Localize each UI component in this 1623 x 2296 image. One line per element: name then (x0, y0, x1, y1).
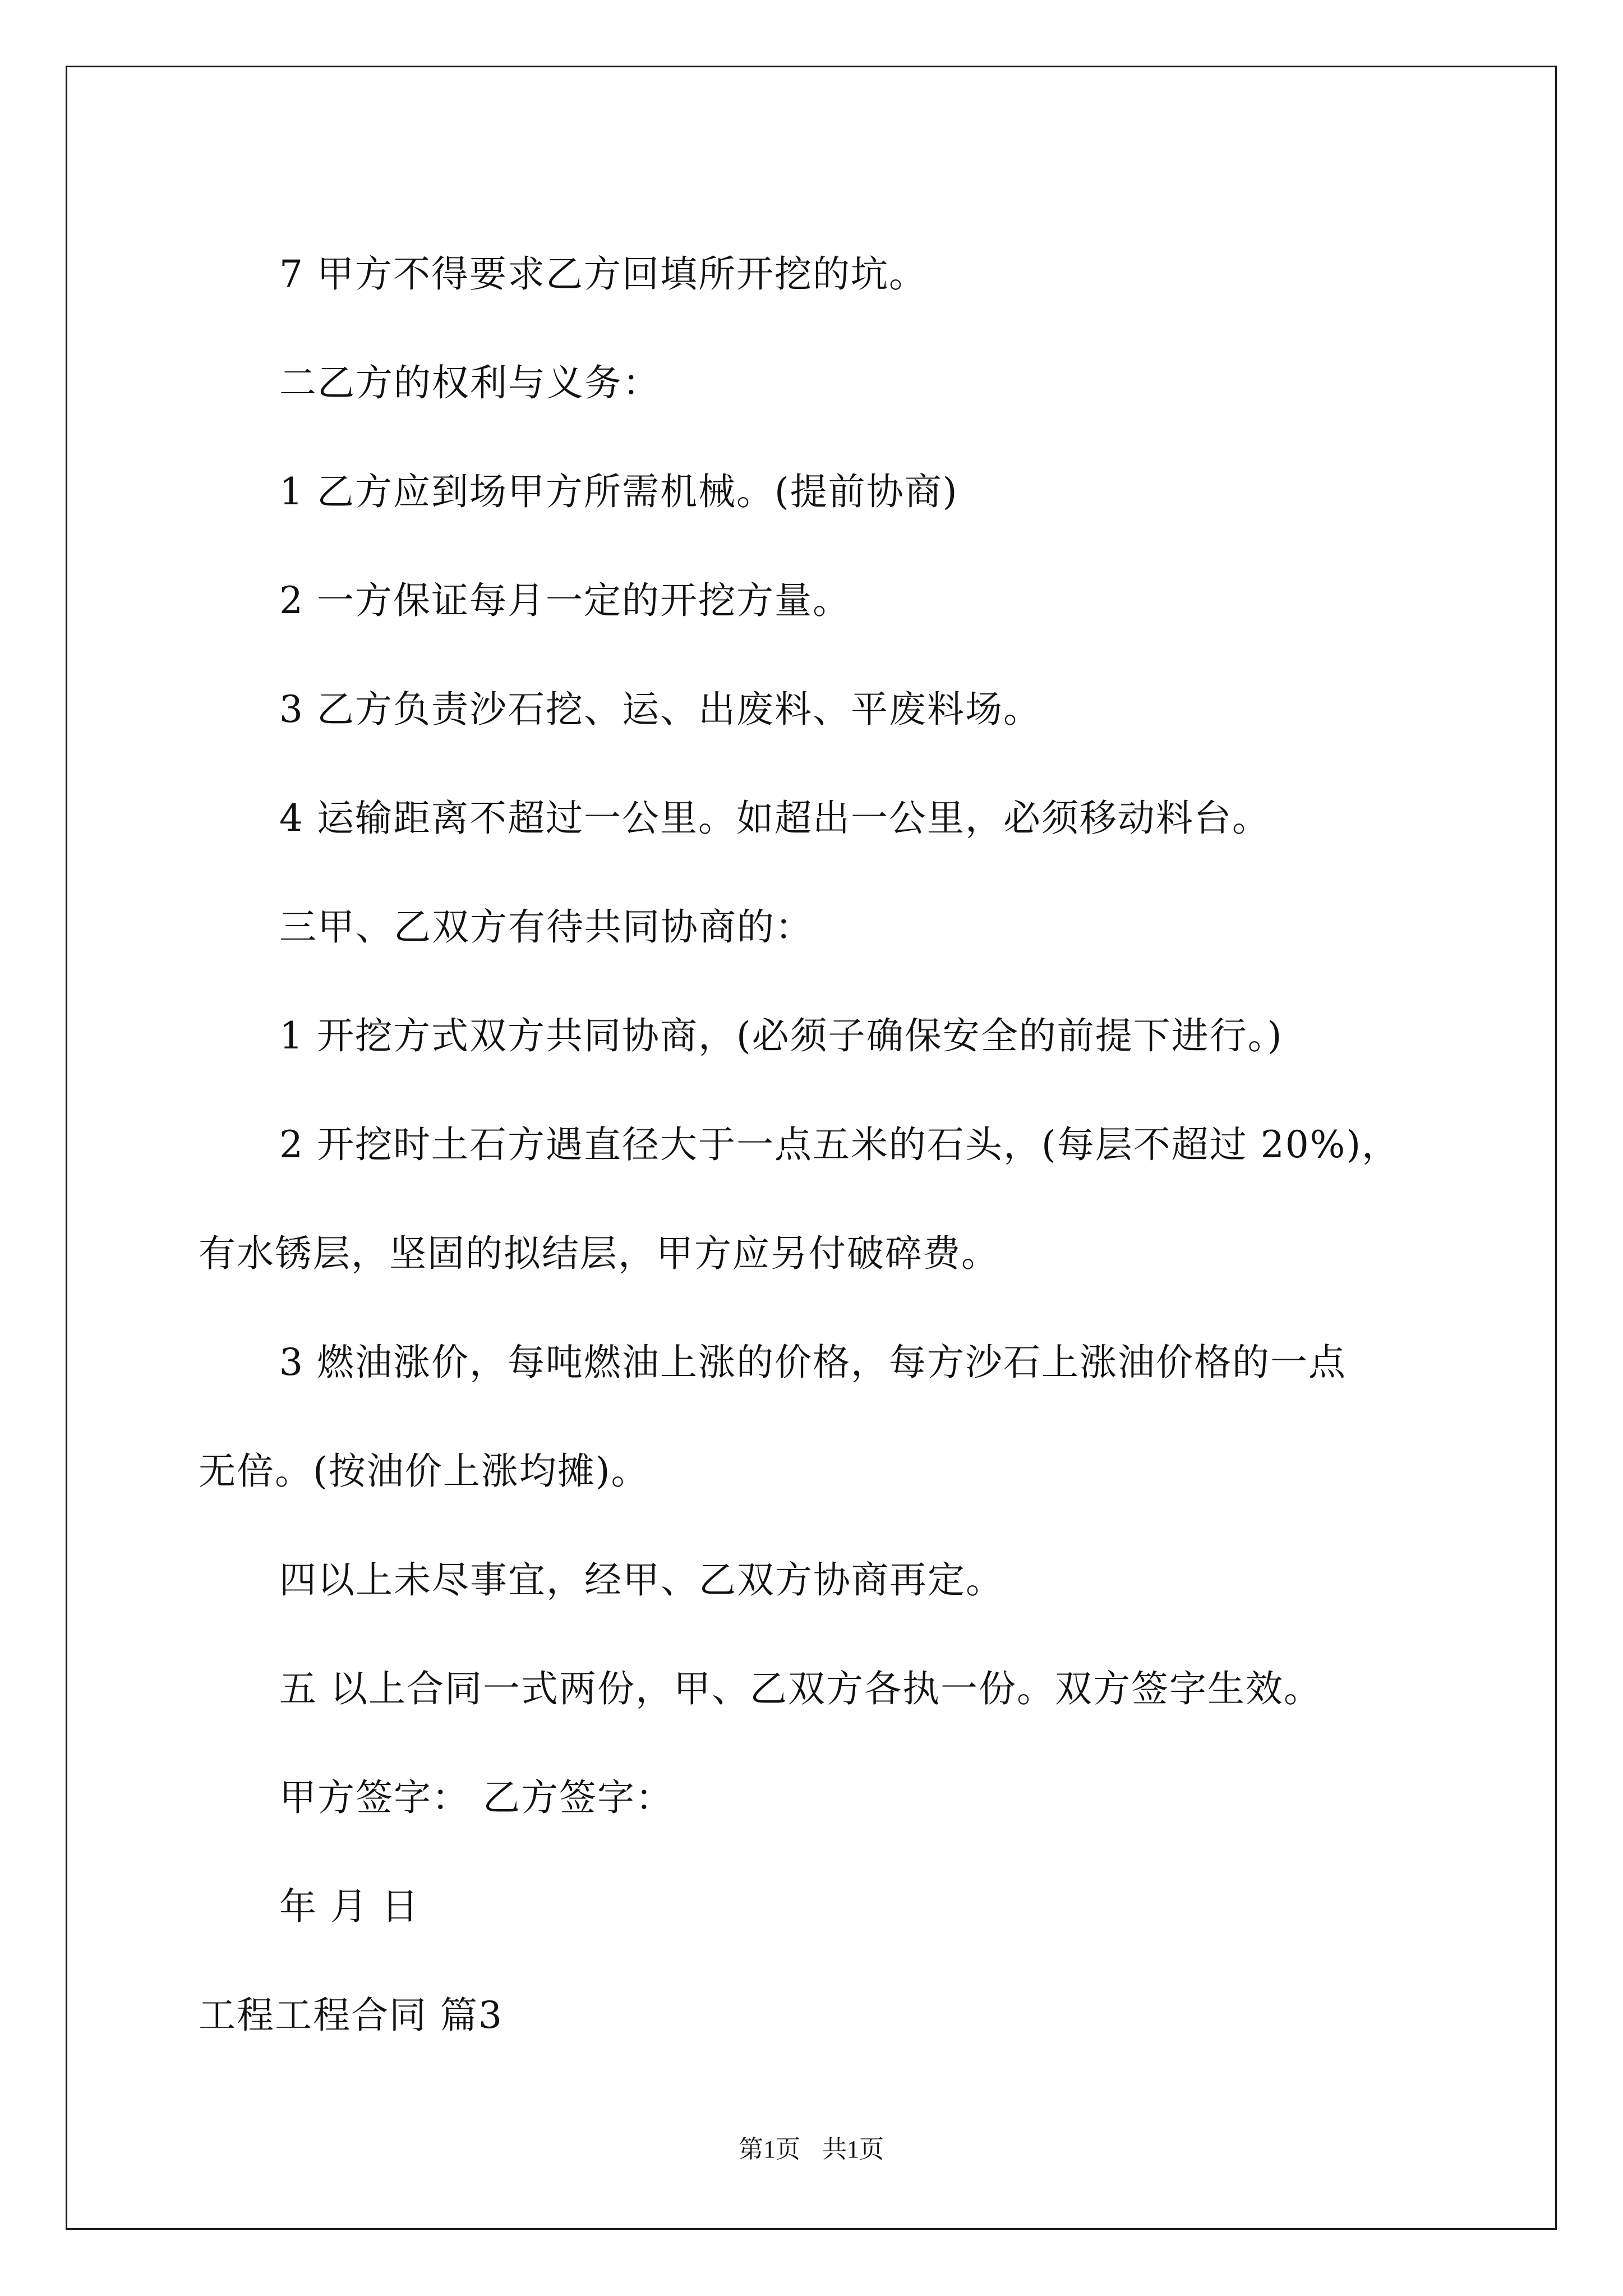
section-heading-party-b: 二乙方的权利与义务： (279, 361, 661, 404)
page-number-current: 第1页 (739, 2136, 800, 2163)
paragraph-b-3: 3 乙方负责沙石挖、运、出废料、平废料场。 (279, 688, 1041, 731)
document-body (66, 66, 1557, 2230)
signature-line: 甲方签字： 乙方签字： (279, 1776, 674, 1819)
paragraph-joint-2-cont: 有水锈层，坚固的拟结层，甲方应另付破碎费。 (199, 1232, 999, 1275)
paragraph-b-4: 4 运输距离不超过一公里。如超出一公里，必须移动料台。 (279, 797, 1270, 840)
paragraph-b-2: 2 一方保证每月一定的开挖方量。 (279, 579, 851, 622)
next-section-title: 工程工程合同 篇3 (199, 1994, 503, 2037)
paragraph-joint-2: 2 开挖时土石方遇直径大于一点五米的石头，(每层不超过 20%)， (279, 1123, 1400, 1166)
paragraph-clause-7: 7 甲方不得要求乙方回填所开挖的坑。 (279, 252, 927, 296)
section-heading-joint: 三甲、乙双方有待共同协商的： (279, 905, 813, 949)
paragraph-section-5: 五 以上合同一式两份，甲、乙双方各执一份。双方签字生效。 (279, 1667, 1322, 1710)
date-line: 年 月 日 (279, 1885, 419, 1928)
paragraph-b-1: 1 乙方应到场甲方所需机械。(提前协商) (279, 470, 958, 513)
page-footer (66, 2134, 1557, 2165)
paragraph-joint-1: 1 开挖方式双方共同协商，(必须子确保安全的前提下进行。) (279, 1014, 1283, 1057)
paragraph-joint-3-cont: 无倍。(按油价上涨均摊)。 (199, 1450, 649, 1493)
page-number-total: 共1页 (822, 2136, 884, 2163)
paragraph-section-4: 四以上未尽事宜，经甲、乙双方协商再定。 (279, 1558, 1004, 1602)
paragraph-joint-3: 3 燃油涨价，每吨燃油上涨的价格，每方沙石上涨油价格的一点 (279, 1341, 1347, 1384)
